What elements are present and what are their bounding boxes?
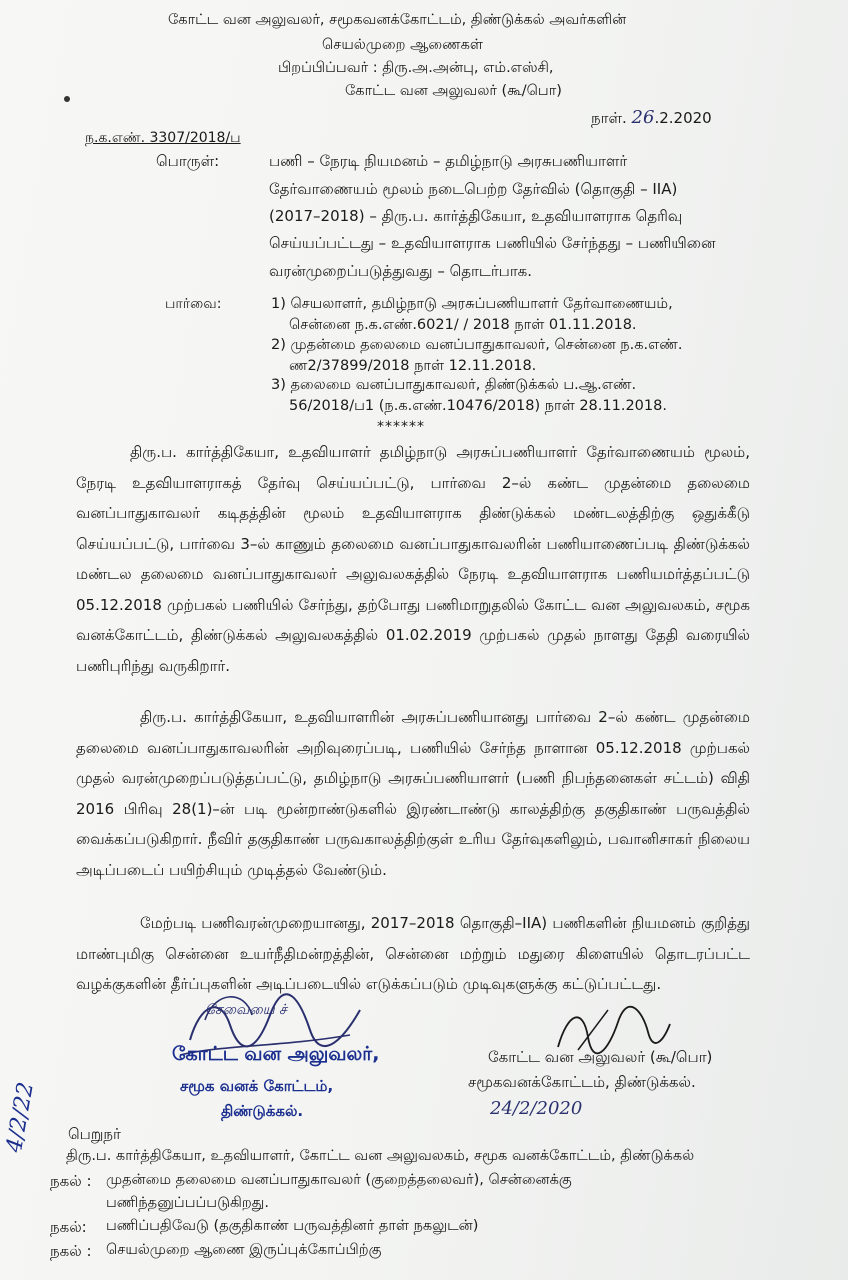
reference-2-line-1: 2) முதன்மை தலைமை வனப்பாதுகாவலர், சென்னை ந.க.எண். <box>271 337 683 353</box>
copy-3-label: நகல் : <box>50 1242 92 1260</box>
date-day-handwritten: 26 <box>631 107 655 128</box>
signatory-handwritten-date: 24/2/2020 <box>490 1098 583 1119</box>
body-paragraph-1: திரு.ப. கார்த்திகேயா, உதவியாளர் தமிழ்நாடு அரசுப்பணியாளர் தேர்வாணையம் மூலம், நேரடி உதவியாளராகத் தேர்வு செய்யப்பட்டு, பார்வை 2–ல் கண்ட முதன்மை தலைமை வனப்பாதுகாவலர் கடிதத்தின் மூலம் உதவியாளராக திண்டுக்கல் மண்டலத்திற்கு ஒதுக்கீடு செய்யப்பட்டு, பார்வை 3–ல் காணும் தலைமை வனப்பாதுகாவலரின் பணியாணைப்படி திண்டுக்கல் மண்டல தலைமை வனப்பாதுகாவலர் அலுவலகத்தில் நேரடி உதவியாளராக பணியமர்த்தப்பட்டு 05.12.2018 முற்பகல் பணியில் சேர்ந்து, தற்போது பணிமாறுதலில் கோட்ட வன அலுவலகம், சமூக வனக்கோட்டம், திண்டுக்கல் அலுவலகத்தில் 01.02.2019 முற்பகல் முதல் நாளது தேதி வரையில் பணிபுரிந்து வருகிறார். <box>76 443 750 675</box>
date-label: நாள். <box>591 109 627 127</box>
copy-2-label: நகல்: <box>50 1218 87 1236</box>
header-line-3: பிறப்பிப்பவர் : திரு.அ.அன்பு, எம்.எஸ்சி, <box>278 60 554 76</box>
reference-2-line-2: ண2/37899/2018 நாள் 12.11.2018. <box>289 358 537 374</box>
copy-1-label: நகல் : <box>50 1172 92 1190</box>
stamp-line-1: கோட்ட வன அலுவலர், <box>172 1043 380 1065</box>
subject-label: பொருள்: <box>156 152 220 170</box>
copy-3-line: செயல்முறை ஆணை இருப்புக்கோப்பிற்கு <box>106 1242 382 1258</box>
signatory-line-1: கோட்ட வன அலுவலர் (கூ/பொ) <box>488 1048 713 1066</box>
copy-1-line-2: பணிந்தனுப்பப்படுகிறது. <box>106 1195 269 1211</box>
header-line-2: செயல்முறை ஆணைகள் <box>322 37 483 53</box>
ink-mark <box>64 96 70 102</box>
date-line <box>591 107 712 129</box>
body-paragraph-2: திரு.ப. கார்த்திகேயா, உதவியாளரின் அரசுப்பணியானது பார்வை 2–ல் கண்ட முதன்மை தலைமை வனப்பாதுகாவலரின் அறிவுரைப்படி, பணியில் சேர்ந்த நாளான 05.12.2018 முற்பகல் முதல் வரன்முறைப்படுத்தப்பட்டு, தமிழ்நாடு அரசுப்பணியாளர் (பணி நிபந்தனைகள் சட்டம்) விதி 2016 பிரிவு 28(1)–ன் படி மூன்றாண்டுகளில் இரண்டாண்டு காலத்திற்கு தகுதிகாண் பருவத்தில் வைக்கப்படுகிறார். நீவிர் தகுதிகாண் பருவகாலத்திற்குள் உரிய தேர்வுகளிலும், பவானிசாகர் நிலைய அடிப்படைப் பயிற்சியும் முடித்தல் வேண்டும். <box>76 708 750 879</box>
subject-line-4: செய்யப்பட்டது – உதவியாளராக பணியில் சேர்ந்தது – பணியினை <box>269 234 716 252</box>
reference-3-line-2: 56/2018/ப1 (ந.க.எண்.10476/2018) நாள் 28.11.2018. <box>289 398 667 414</box>
reference-1-line-2: சென்னை ந.க.எண்.6021/ / 2018 நாள் 01.11.2018. <box>289 317 637 333</box>
header-line-1: கோட்ட வன அலுவலர், சமூகவனக்கோட்டம், திண்டுக்கல் அவர்களின் <box>168 12 627 28</box>
header-line-4: கோட்ட வன அலுவலர் (கூ/பொ) <box>345 83 562 99</box>
stamp-handwritten-note: சேவையை ச் <box>205 1002 287 1018</box>
subject-line-3: (2017–2018) – திரு.ப. கார்த்திகேயா, உதவியாளராக தெரிவு <box>269 207 683 225</box>
subject-line-5: வரன்முறைப்படுத்துவது – தொடர்பாக. <box>269 262 533 280</box>
stamp-line-2: சமூக வனக் கோட்டம், <box>180 1077 334 1095</box>
copy-1-line-1: முதன்மை தலைமை வனப்பாதுகாவலர் (குறைத்தலைவர்), சென்னைக்கு <box>106 1172 572 1188</box>
signatory-line-2: சமூகவனக்கோட்டம், திண்டுக்கல். <box>468 1073 696 1091</box>
body-paragraph-3: மேற்படி பணிவரன்முறையானது, 2017–2018 தொகுதி–IIA) பணிகளின் நியமனம் குறித்து மாண்புமிகு சென்னை உயர்நீதிமன்றத்தின், சென்னை மற்றும் மதுரை கிளையில் தொடரப்பட்ட வழக்குகளின் தீர்ப்புகளின் அடிப்படையில் எடுக்கப்படும் முடிவுகளுக்கு கட்டுப்பட்டது. <box>76 914 750 993</box>
date-rest: .2.2020 <box>654 109 712 127</box>
recipient-label: பெறுநர் <box>68 1125 121 1143</box>
copy-2-line: பணிப்பதிவேடு (தகுதிகாண் பருவத்தினர் தாள் நகலுடன்) <box>106 1218 479 1234</box>
subject-line-2: தேர்வாணையம் மூலம் நடைபெற்ற தேர்வில் (தொகுதி – IIA) <box>269 180 678 198</box>
reference-1-line-1: 1) செயலாளர், தமிழ்நாடு அரசுப்பணியாளர் தேர்வாணையம், <box>271 296 673 312</box>
recipient-line: திரு.ப. கார்த்திகேயா, உதவியாளர், கோட்ட வன அலுவலகம், சமூக வனக்கோட்டம், திண்டுக்கல் <box>66 1148 695 1164</box>
subject-line-1: பணி – நேரடி நியமனம் – தமிழ்நாடு அரசுபணியாளர் <box>269 152 628 170</box>
separator-stars: ****** <box>377 419 425 435</box>
reference-3-line-1: 3) தலைமை வனப்பாதுகாவலர், திண்டுக்கல் ப.ஆ.எண். <box>271 377 637 393</box>
references-label: பார்வை: <box>165 296 222 312</box>
reference-number: ந.க.எண். 3307/2018/ப <box>85 130 241 146</box>
stamp-line-3: திண்டுக்கல். <box>221 1102 304 1120</box>
margin-handwritten-note: 4/2/22 <box>2 1080 39 1155</box>
